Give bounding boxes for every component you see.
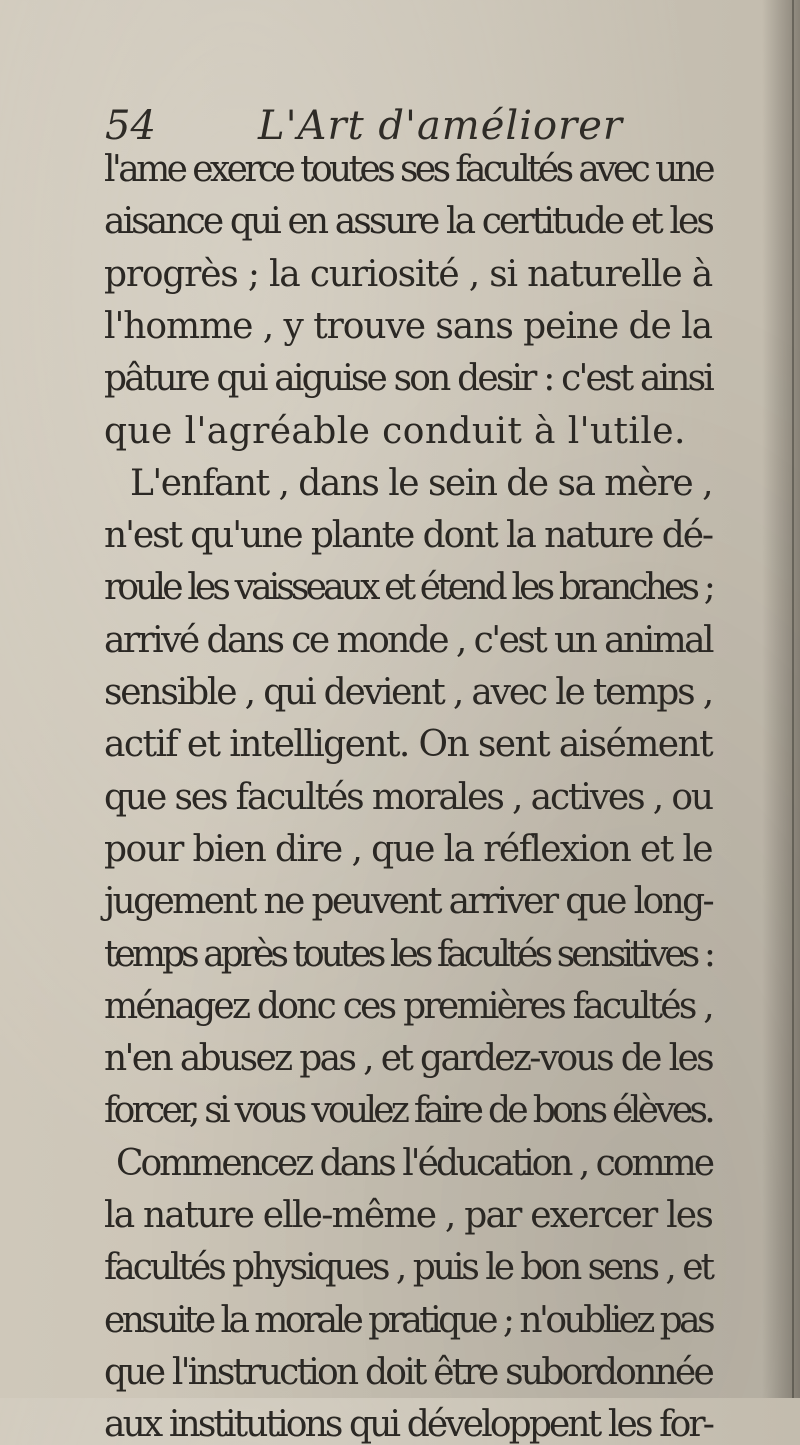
text-line: pour bien dire , que la réflexion et le — [104, 828, 712, 870]
text-line: forcer, si vous voulez faire de bons élèves. — [104, 1090, 712, 1132]
text-line: n'en abusez pas , et gardez-vous de les — [104, 1038, 712, 1080]
text-line: roule les vaisseaux et étend les branches ; — [104, 567, 712, 609]
text-line: arrivé dans ce monde , c'est un animal — [104, 619, 712, 661]
text-line: progrès ; la curiosité , si naturelle à — [104, 253, 712, 295]
page-header — [0, 96, 800, 156]
page-edge-shadow — [762, 0, 800, 1398]
page-number: 54 — [105, 103, 156, 149]
running-title: L'Art d'améliorer — [258, 103, 623, 149]
text-line: jugement ne peuvent arriver que long- — [104, 881, 712, 923]
text-line: l'ame exerce toutes ses facultés avec une — [104, 149, 712, 190]
text-line: L'enfant , dans le sein de sa mère , — [130, 462, 712, 504]
text-line: la nature elle-même , par exercer les — [104, 1195, 712, 1236]
text-line: que ses facultés morales , actives , ou — [104, 776, 712, 818]
text-line: actif et intelligent. On sent aisément — [104, 724, 712, 766]
text-line: facultés physiques , puis le bon sens , et — [104, 1247, 712, 1289]
text-line: aisance qui en assure la certitude et les — [104, 201, 712, 243]
text-line: que l'instruction doit être subordonnée — [104, 1351, 712, 1393]
text-line: ensuite la morale pratique ; n'oubliez pas — [104, 1299, 712, 1341]
text-line: sensible , qui devient , avec le temps , — [104, 672, 712, 713]
text-line: aux institutions qui développent les for- — [104, 1404, 712, 1445]
text-line: que l'agréable conduit à l'utile. — [104, 410, 686, 452]
text-line: temps après toutes les facultés sensitives : — [104, 933, 712, 975]
text-line: ménagez donc ces premières facultés , — [104, 985, 712, 1027]
text-line: pâture qui aiguise son desir : c'est ainsi — [104, 358, 712, 400]
text-line: Commencez dans l'éducation , comme — [116, 1142, 712, 1184]
text-line: l'homme , y trouve sans peine de la — [104, 305, 712, 347]
text-line: n'est qu'une plante dont la nature dé- — [104, 515, 712, 557]
